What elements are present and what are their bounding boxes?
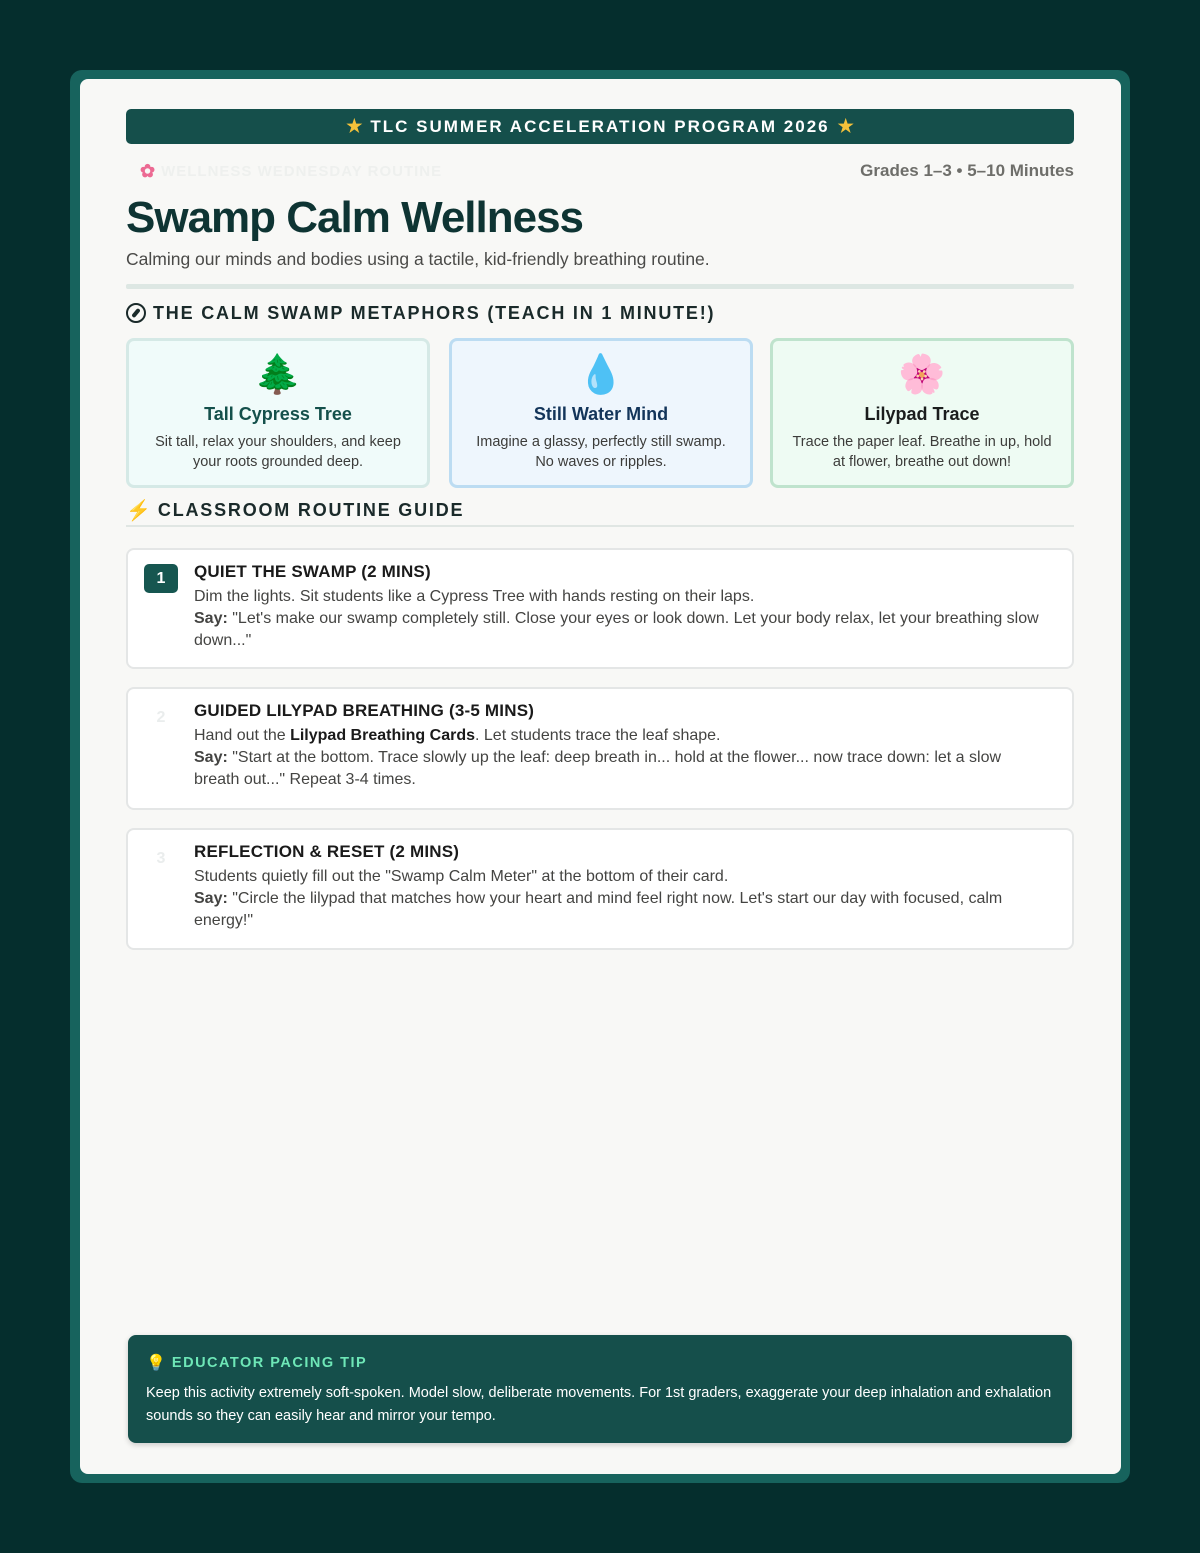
routine-tag-label: WELLNESS WEDNESDAY ROUTINE [161,162,443,180]
metaphor-card-title: Tall Cypress Tree [204,404,352,424]
step-body [194,842,1044,932]
metaphor-card-desc: Sit tall, relax your shoulders, and keep your roots grounded deep. [155,434,401,470]
star-icon: ★ [837,116,854,136]
educator-tip-box [128,1335,1072,1443]
step-say [194,608,1044,652]
water-drop-icon: 💧 [577,354,625,396]
step-say [194,888,1044,932]
step-number-badge: 1 [144,564,178,593]
star-icon: ★ [346,116,363,136]
header-meta-row [126,158,1074,184]
step-instruction: Dim the lights. Sit students like a Cypress Tree with hands resting on their laps. [194,588,755,605]
step-title: QUIET THE SWAMP (2 MINS) [194,562,431,581]
lightbulb-icon: 💡 [146,1355,166,1372]
banner-text: TLC SUMMER ACCELERATION PROGRAM 2026 [370,116,830,136]
step-say [194,747,1044,791]
routine-heading [126,498,464,522]
compass-icon [126,303,146,323]
say-label: Say: [194,610,228,627]
tip-heading [146,1353,1054,1373]
say-text: "Let's make our swamp completely still. Close your eyes or look down. Let your body relax, let your breathing slow down..." [194,610,1039,649]
metaphors-heading [126,301,715,325]
step-body [194,701,1044,791]
metaphor-card-desc: Imagine a glassy, perfectly still swamp. No waves or ripples. [476,434,726,470]
lightning-icon: ⚡ [126,499,151,522]
instruction-pre: Hand out the [194,727,286,744]
program-banner [126,109,1074,144]
routine-divider [126,525,1074,527]
step-instruction: Students quietly fill out the "Swamp Calm Meter" at the bottom of their card. [194,868,729,885]
metaphor-card-title: Still Water Mind [533,404,669,424]
metaphor-card-still-water [449,338,753,488]
tip-text: Keep this activity extremely soft-spoken. Model slow, deliberate movements. For 1st graders, exaggerate your deep inhalation and exhalation sounds so they can easily hear and mirror your tempo. [146,1385,1052,1424]
metaphors-heading-text: THE CALM SWAMP METAPHORS (TEACH IN 1 MINUTE!) [153,302,716,323]
metaphor-card-lilypad-trace [770,338,1074,488]
routine-heading-text: CLASSROOM ROUTINE GUIDE [157,499,465,520]
routine-tag [126,161,442,182]
grades-duration: Grades 1–3 • 5–10 Minutes [860,161,1074,180]
flower-icon: 🌸 [898,354,946,396]
instruction-post: . Let students trace the leaf shape. [475,727,721,744]
page-subtitle: Calming our minds and bodies using a tactile, kid-friendly breathing routine. [126,249,710,269]
tree-icon: 🌲 [254,354,302,396]
say-text: "Circle the lilypad that matches how your heart and mind feel right now. Let's start our day with focused, calm energy!" [194,890,1003,929]
routine-step-3 [126,828,1074,950]
routine-step-2 [126,687,1074,810]
step-body [194,562,1044,652]
tip-heading-text: EDUCATOR PACING TIP [171,1355,368,1371]
say-label: Say: [194,749,228,766]
instruction-bold-term: Lilypad Breathing Cards [290,727,475,744]
metaphor-card-title: Lilypad Trace [864,404,980,424]
header-divider [126,284,1074,289]
say-label: Say: [194,890,228,907]
page-title: Swamp Calm Wellness [126,193,584,242]
metaphor-card-cypress-tree [126,338,430,488]
step-number-badge: 2 [156,708,166,726]
step-title: REFLECTION & RESET (2 MINS) [194,842,460,861]
metaphor-card-desc: Trace the paper leaf. Breathe in up, hold at flower, breathe out down! [792,434,1052,470]
flower-icon: ✿ [140,160,156,181]
step-number-badge: 3 [156,849,166,867]
step-instruction [194,725,1044,747]
say-text: "Start at the bottom. Trace slowly up the leaf: deep breath in... hold at the flower... now trace down: let a slow breath out..." Repeat 3-4 times. [194,749,1002,788]
step-title: GUIDED LILYPAD BREATHING (3-5 MINS) [194,701,535,720]
routine-step-1 [126,548,1074,669]
